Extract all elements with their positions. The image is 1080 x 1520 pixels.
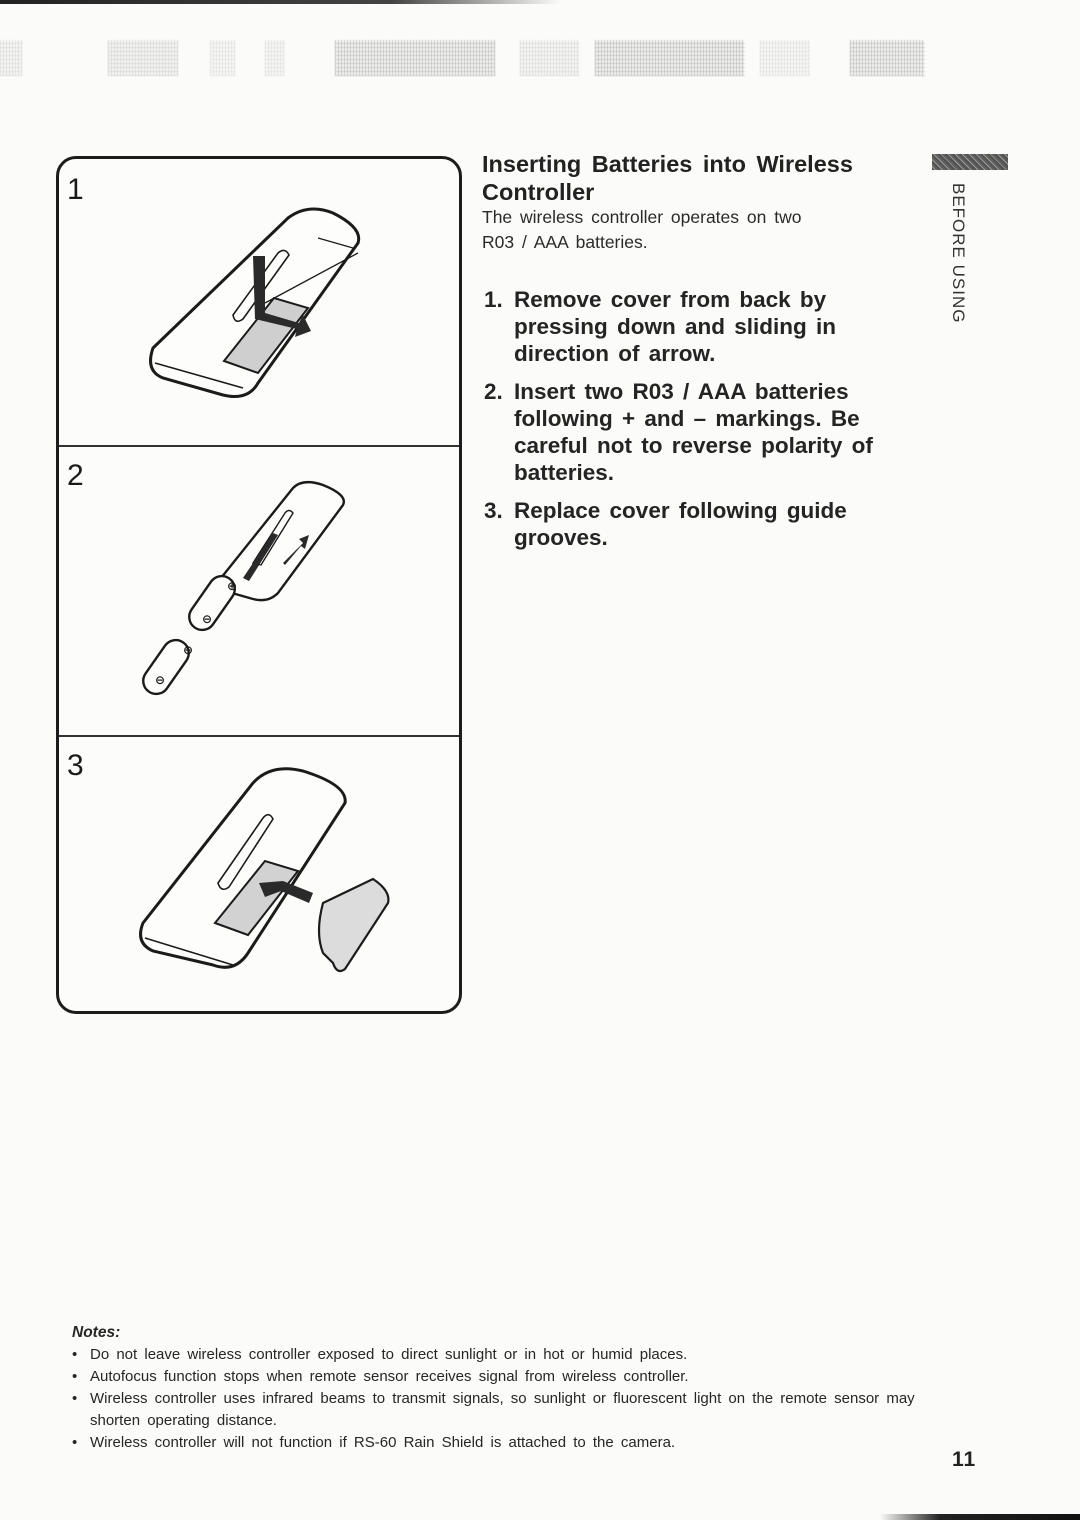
svg-text:⊖: ⊖ bbox=[202, 612, 213, 626]
step-number: 1. bbox=[484, 287, 503, 312]
faded-header-bleedthrough bbox=[0, 40, 930, 76]
instruction-steps bbox=[484, 286, 914, 562]
illustration-step-3 bbox=[59, 735, 459, 1011]
section-tab-marker bbox=[932, 154, 1008, 170]
intro-line-1: The wireless controller operates on two bbox=[482, 207, 802, 227]
illustration-step-1 bbox=[59, 159, 459, 447]
note-text: Autofocus function stops when remote sensor receives signal from wireless controller. bbox=[90, 1368, 689, 1385]
bullet-icon: • bbox=[72, 1434, 78, 1451]
intro-line-2: R03 / AAA batteries. bbox=[482, 232, 648, 252]
step-item bbox=[484, 378, 914, 486]
bullet-icon: • bbox=[72, 1390, 78, 1407]
illustration-number: 3 bbox=[67, 749, 84, 782]
scan-top-edge bbox=[0, 0, 560, 4]
battery-insertion-icon bbox=[59, 445, 459, 735]
step-text: Replace cover following guide grooves. bbox=[514, 498, 847, 550]
illustration-step-2 bbox=[59, 445, 459, 737]
title-line-1: Inserting Batteries into Wireless bbox=[482, 151, 853, 177]
note-text: Wireless controller uses infrared beams to transmit signals, so sunlight or fluorescent light on the remote sensor may shorten operating distance. bbox=[90, 1390, 915, 1429]
step-number: 2. bbox=[484, 379, 503, 404]
step-item bbox=[484, 286, 914, 367]
note-item bbox=[72, 1432, 922, 1454]
page-number: 11 bbox=[952, 1448, 977, 1471]
note-item bbox=[72, 1366, 922, 1388]
section-label: BEFORE USING bbox=[949, 183, 968, 324]
title-line-2: Controller bbox=[482, 179, 595, 205]
step-text: Remove cover from back by pressing down and sliding in direction of arrow. bbox=[514, 287, 837, 366]
note-item bbox=[72, 1388, 922, 1432]
illustration-number: 1 bbox=[67, 173, 84, 206]
svg-text:⊕: ⊕ bbox=[227, 579, 238, 593]
cover-replacement-icon bbox=[59, 735, 459, 1011]
remote-cover-removal-icon bbox=[59, 159, 459, 445]
intro-text bbox=[482, 205, 882, 255]
notes-block bbox=[72, 1324, 922, 1454]
step-number: 3. bbox=[484, 498, 503, 523]
illustration-number: 2 bbox=[67, 459, 84, 492]
page-title bbox=[482, 150, 853, 206]
note-item bbox=[72, 1344, 922, 1366]
note-text: Wireless controller will not function if RS-60 Rain Shield is attached to the camera. bbox=[90, 1434, 676, 1451]
notes-title: Notes: bbox=[72, 1324, 121, 1341]
illustration-panel bbox=[56, 156, 462, 1014]
svg-text:⊕: ⊕ bbox=[183, 643, 194, 657]
note-text: Do not leave wireless controller exposed to direct sunlight or in hot or humid places. bbox=[90, 1346, 688, 1363]
scan-bottom-edge bbox=[880, 1514, 1080, 1520]
svg-text:⊖: ⊖ bbox=[155, 673, 166, 687]
step-text: Insert two R03 / AAA batteries following + and – markings. Be careful not to reverse polarity of batteries. bbox=[514, 379, 873, 485]
bullet-icon: • bbox=[72, 1346, 78, 1363]
bullet-icon: • bbox=[72, 1368, 78, 1385]
step-item bbox=[484, 497, 914, 551]
